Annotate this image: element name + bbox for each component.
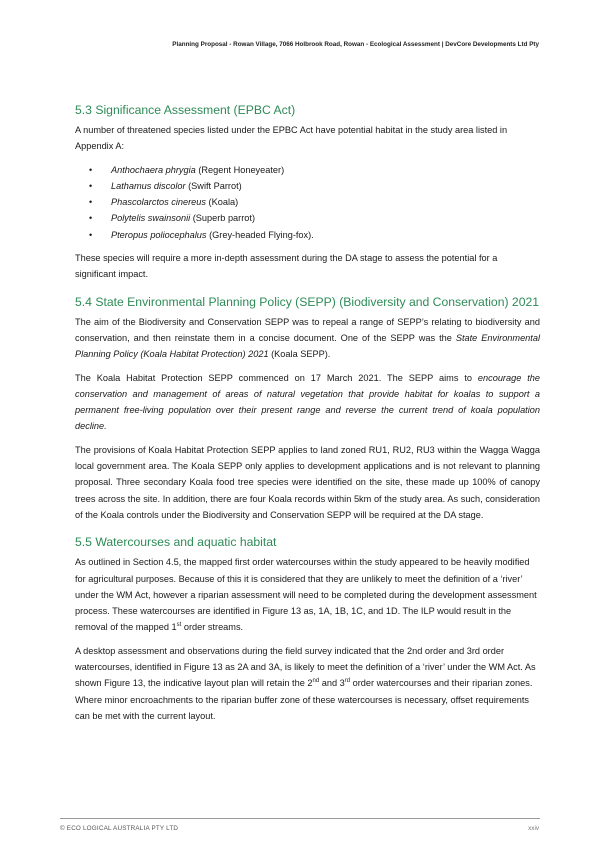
- bullet-icon: •: [89, 197, 93, 208]
- paragraph: [75, 554, 540, 635]
- species-scientific-name: Lathamus discolor: [111, 180, 186, 191]
- paragraph: [75, 370, 540, 435]
- paragraph-text: The Koala Habitat Protection SEPP commenced on 17 March 2021. The SEPP aims to: [75, 372, 478, 383]
- paragraph: A number of threatened species listed under the EPBC Act have potential habitat in the study area listed in Appendix A:: [75, 125, 508, 152]
- page-number: xxiv: [528, 825, 539, 832]
- species-list-item: [75, 210, 540, 226]
- section-sepp: [75, 295, 540, 524]
- paragraph-text: and 3: [319, 678, 345, 689]
- ordinal-suffix: nd: [312, 678, 320, 685]
- species-list-item: [75, 178, 540, 194]
- species-common-name: (Koala): [205, 197, 239, 208]
- species-scientific-name: Polytelis swainsonii: [111, 213, 191, 224]
- footer-copyright: © ECO LOGICAL AUSTRALIA PTY LTD: [60, 825, 179, 832]
- species-common-name: (Swift Parrot): [185, 180, 242, 191]
- species-list-item: [75, 227, 540, 243]
- ordinal-suffix: rd: [344, 678, 351, 685]
- bullet-icon: •: [89, 180, 93, 191]
- bullet-icon: •: [89, 213, 93, 224]
- section-significance-assessment: [75, 103, 540, 283]
- species-common-name: (Regent Honeyeater): [195, 164, 285, 175]
- policy-title: State Environmental Planning Policy (Koala Habitat Protection) 2021: [75, 332, 540, 360]
- running-header: Planning Proposal - Rowan Village, 7066 Holbrook Road, Rowan - Ecological Assessment | DevCore Developments Ltd Pty: [172, 41, 539, 48]
- species-list-item: [75, 162, 540, 178]
- paragraph-text: (Koala SEPP).: [268, 349, 331, 360]
- ordinal-suffix: st: [176, 622, 182, 629]
- species-common-name: (Grey-headed Flying-fox).: [206, 229, 314, 240]
- section-heading: 5.4 State Environmental Planning Policy (SEPP) (Biodiversity and Conservation) 2021: [75, 294, 540, 309]
- paragraph: [75, 314, 540, 363]
- paragraph-text: As outlined in Section 4.5, the mapped first order watercourses within the study appeared to be heavily modified for agricultural purposes. Because of this it is considered that they are unlikely to meet the definition of a ‘river’ under the WM Act, however a riparian assessment will need to be completed during the development assessment process. These watercourses are identified in Figure 13 as, 1A, 1B, 1C, and 1D. The ILP would result in the removal of the mapped 1: [75, 557, 537, 633]
- species-common-name: (Superb parrot): [190, 213, 256, 224]
- footer-divider: [60, 818, 540, 819]
- species-list-item: [75, 194, 540, 210]
- bullet-icon: •: [89, 164, 93, 175]
- section-heading: 5.3 Significance Assessment (EPBC Act): [75, 103, 296, 117]
- bullet-icon: •: [89, 229, 93, 240]
- policy-aim-quote: encourage the conservation and management of areas of natural vegetation that provide habitat for koalas to support a permanent free-living population over their present range and reverse the current trend of koala population decline.: [75, 372, 540, 432]
- species-scientific-name: Anthochaera phrygia: [111, 164, 196, 175]
- paragraph: These species will require a more in-depth assessment during the DA stage to assess the potential for a significant impact.: [75, 253, 498, 280]
- page-content: [75, 103, 540, 724]
- paragraph-text: A desktop assessment and observations during the field survey indicated that the 2nd order and 3rd order watercourses, identified in Figure 13 as 2A and 3A, is likely to meet the definition of a ‘river’ under the WM Act. As shown Figure 13, the indicative layout plan will retain the 2: [75, 645, 536, 689]
- paragraph: [75, 643, 540, 724]
- species-list: [75, 162, 540, 243]
- species-scientific-name: Phascolarctos cinereus: [111, 197, 206, 208]
- paragraph-text: order streams.: [181, 622, 244, 633]
- paragraph: The provisions of Koala Habitat Protection SEPP applies to land zoned RU1, RU2, RU3 within the Wagga Wagga local government area. The Koala SEPP only applies to development applications and is not relevant to planning proposal. Three secondary Koala food tree species were identified on the site, these made up 100% of canopy trees across the site. In addition, there are four Koala records within 5km of the study area. As such, consideration of the Koala controls under the Biodiversity and Conservation SEPP will be required at the DA stage.: [75, 444, 540, 520]
- section-heading: 5.5 Watercourses and aquatic habitat: [75, 535, 277, 550]
- section-watercourses: [75, 535, 540, 724]
- paragraph-text: order watercourses and their riparian zones. Where minor encroachments to the riparian buffer zone of these watercourses is necessary, offset requirements can be met with the current layout.: [75, 678, 533, 721]
- species-scientific-name: Pteropus poliocephalus: [111, 229, 207, 240]
- paragraph-text: The aim of the Biodiversity and Conservation SEPP was to repeal a range of SEPP’s relating to biodiversity and conservation, and then reinstate them in a concise document. One of the SEPP was the: [75, 316, 540, 343]
